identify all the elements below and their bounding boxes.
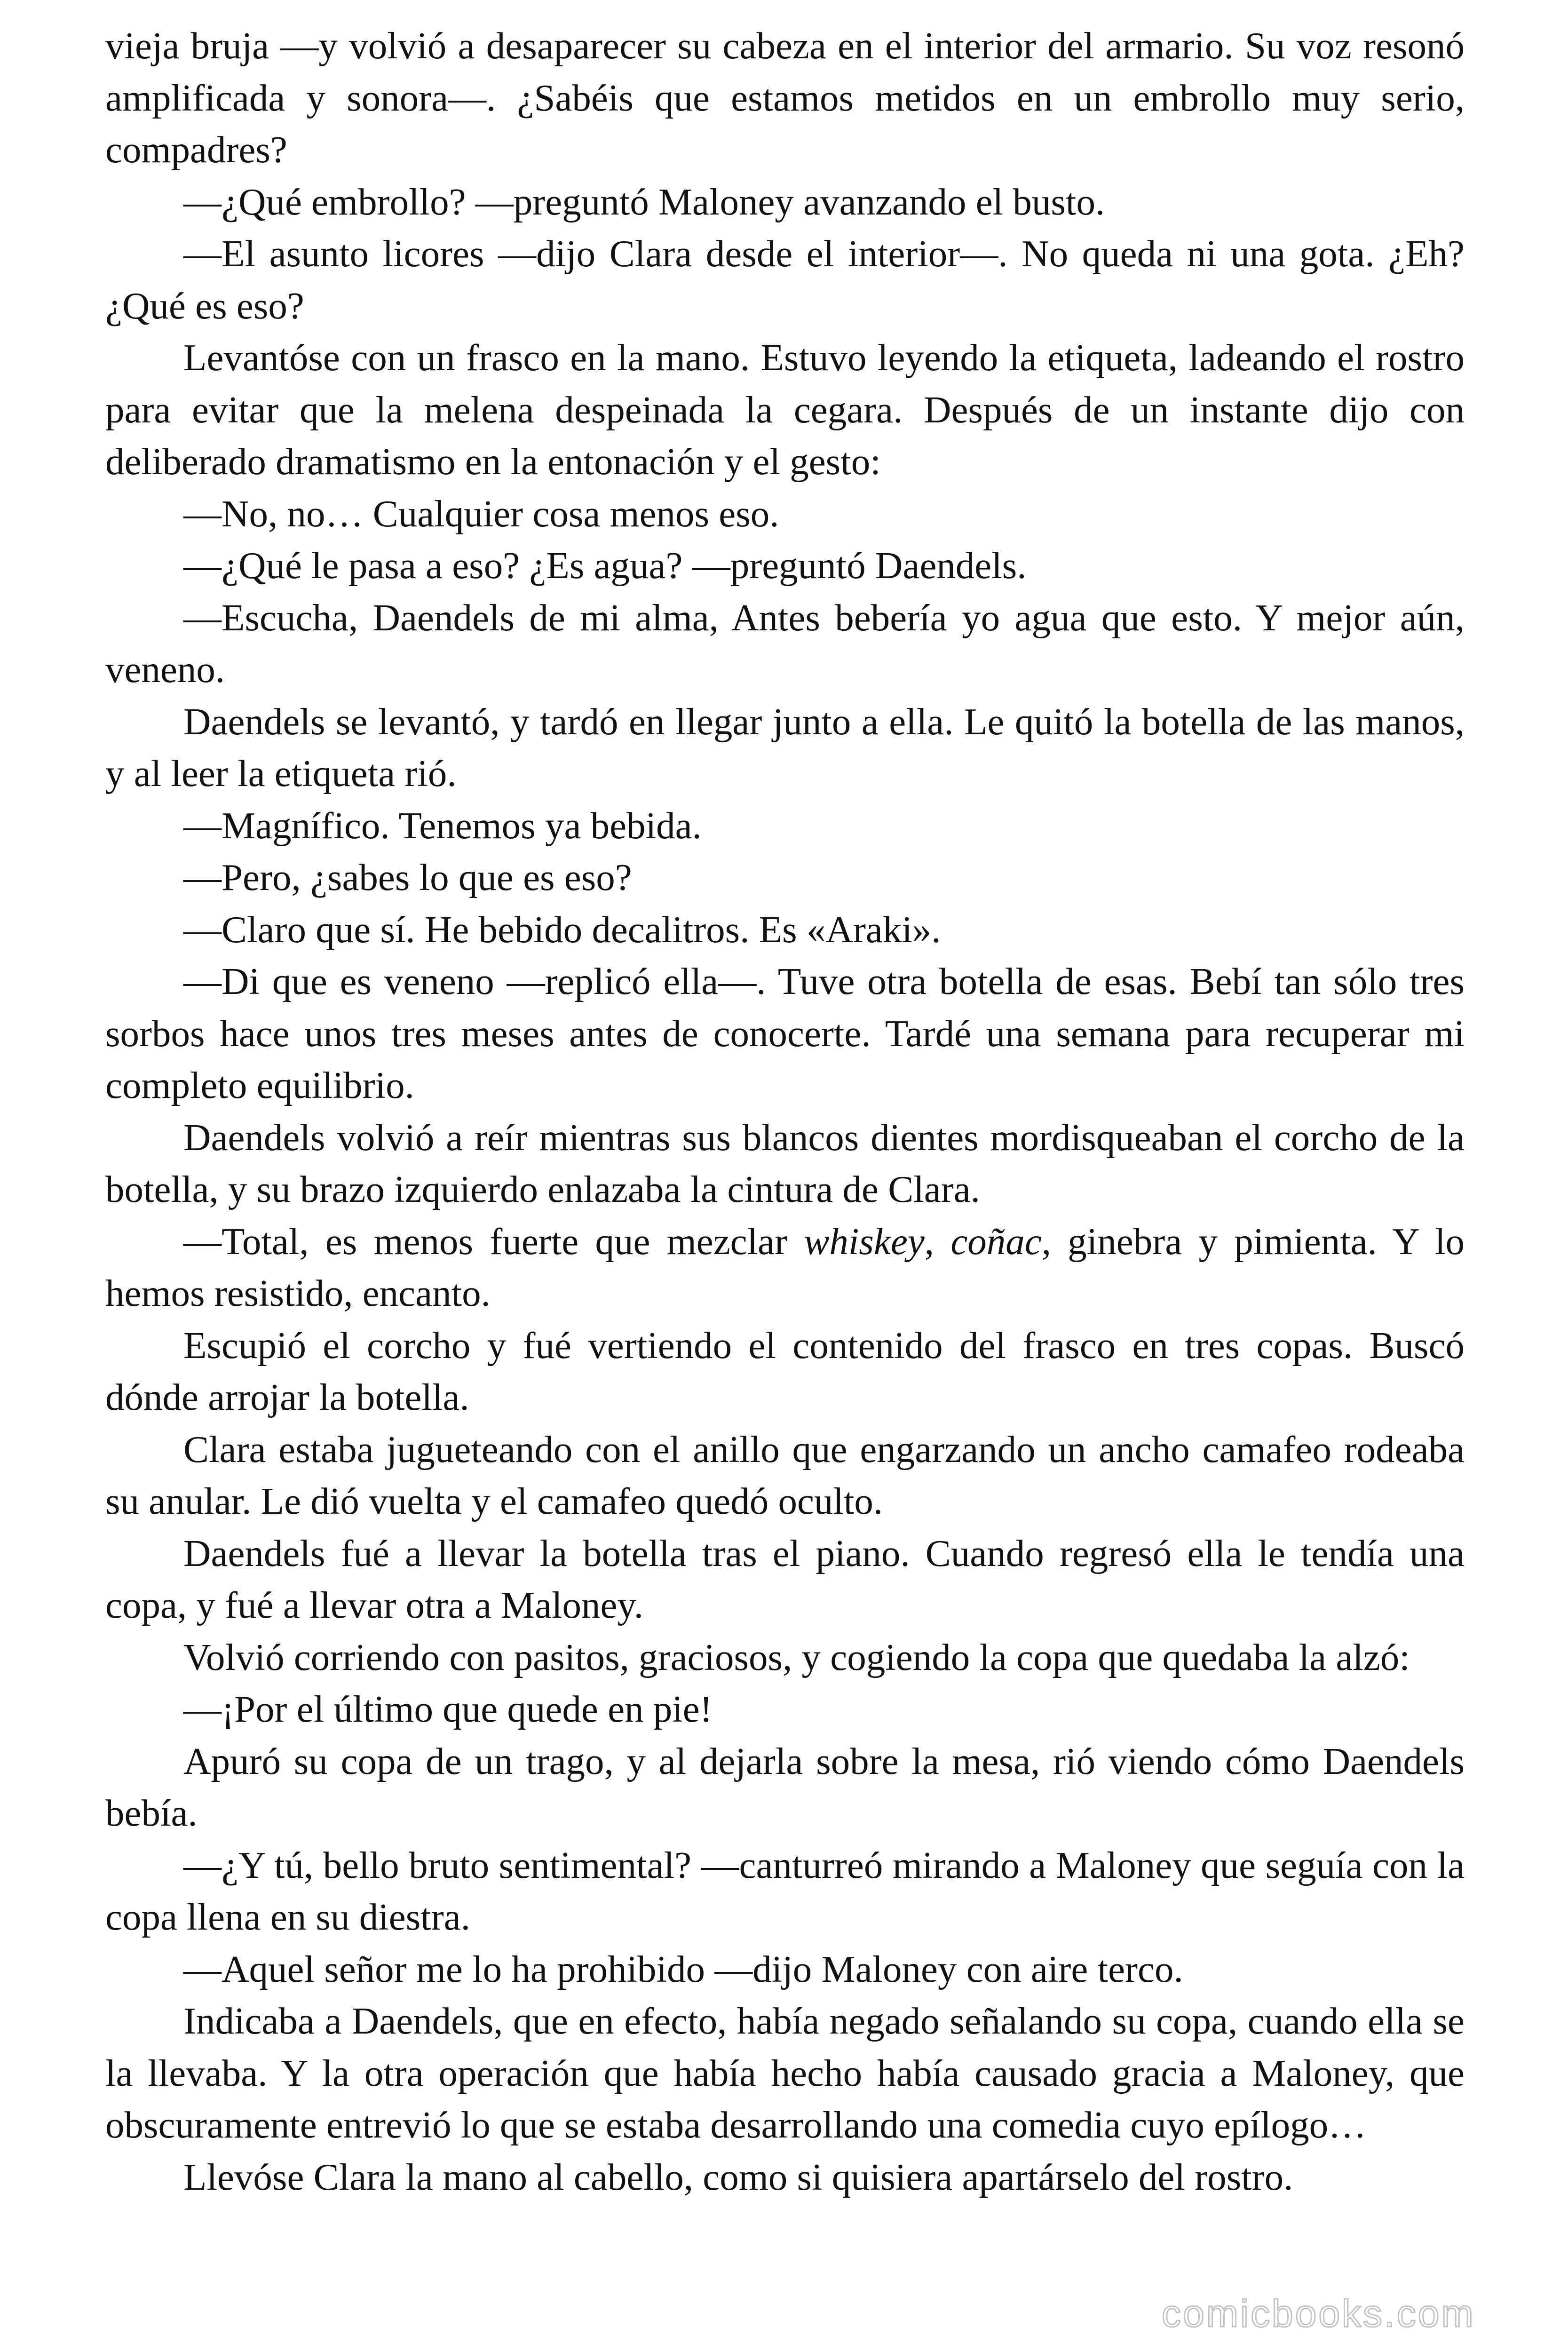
paragraph: vieja bruja —y volvió a desaparecer su cabeza en el interior del armario. Su voz resonó amplificada y sonora—. ¿Sabéis que estamos metidos en un embrollo muy serio, compadres? (105, 24, 1465, 171)
paragraph: —¡Por el último que quede en pie! (183, 1688, 713, 1730)
paragraph: Daendels fué a llevar la botella tras el piano. Cuando regresó ella le tendía una copa, y fué a llevar otra a Maloney. (105, 1532, 1465, 1626)
paragraph: Daendels se levantó, y tardó en llegar junto a ella. Le quitó la botella de las manos, y al leer la etiqueta rió. (105, 700, 1465, 795)
paragraph: —¿Y tú, bello bruto sentimental? —canturreó mirando a Maloney que seguía con la copa llena en su diestra. (105, 1843, 1465, 1938)
italic-word: whiskey (804, 1220, 925, 1263)
paragraph: —Pero, ¿sabes lo que es eso? (183, 856, 632, 898)
paragraph: Volvió corriendo con pasitos, graciosos, y cogiendo la copa que quedaba la alzó: (183, 1636, 1410, 1678)
paragraph: —Escucha, Daendels de mi alma, Antes bebería yo agua que esto. Y mejor aún, veneno. (105, 596, 1465, 691)
paragraph-with-italics (105, 1216, 1465, 1319)
paragraph: Llevóse Clara la mano al cabello, como si quisiera apartárselo del rostro. (183, 2155, 1293, 2198)
paragraph-text: —Total, es menos fuerte que mezclar (183, 1220, 804, 1263)
paragraph: —¿Qué le pasa a eso? ¿Es agua? —preguntó Daendels. (183, 544, 1027, 587)
paragraph: Levantóse con un frasco en la mano. Estuvo leyendo la etiqueta, ladeando el rostro para evitar que la melena despeinada la cegara. Después de un instante dijo con deliberado dramatismo en la entonación y el gesto: (105, 336, 1465, 483)
paragraph: —¿Qué embrollo? —preguntó Maloney avanzando el busto. (183, 180, 1105, 223)
book-page-text (105, 20, 1465, 2203)
paragraph: Clara estaba jugueteando con el anillo que engarzando un ancho camafeo rodeaba su anular. Le dió vuelta y el camafeo quedó oculto. (105, 1428, 1465, 1522)
paragraph: —Di que es veneno —replicó ella—. Tuve otra botella de esas. Bebí tan sólo tres sorbos hace unos tres meses antes de conocerte. Tardé una semana para recuperar mi completo equilibrio. (105, 960, 1465, 1106)
paragraph: —No, no… Cualquier cosa menos eso. (183, 492, 779, 535)
paragraph: Escupió el corcho y fué vertiendo el contenido del frasco en tres copas. Buscó dónde arrojar la botella. (105, 1324, 1465, 1418)
paragraph: Indicaba a Daendels, que en efecto, había negado señalando su copa, cuando ella se la llevaba. Y la otra operación que había hecho había causado gracia a Maloney, que obscuramente entrevió lo que se estaba desarrollando una comedia cuyo epílogo… (105, 2000, 1465, 2146)
watermark-logo: comicbooks.com (1162, 2292, 1475, 2335)
paragraph-text: , ginebra y pimienta. Y lo hemos resistido, encanto. (105, 1220, 1465, 1314)
paragraph: Daendels volvió a reír mientras sus blancos dientes mordisqueaban el corcho de la botella, y su brazo izquierdo enlazaba la cintura de Clara. (105, 1116, 1465, 1210)
paragraph: —Magnífico. Tenemos ya bebida. (183, 804, 702, 847)
paragraph: —Claro que sí. He bebido decalitros. Es «Araki». (183, 908, 941, 951)
paragraph: —Aquel señor me lo ha prohibido —dijo Maloney con aire terco. (183, 1947, 1183, 1990)
paragraph: —El asunto licores —dijo Clara desde el interior—. No queda ni una gota. ¿Eh? ¿Qué es eso? (105, 232, 1465, 327)
italic-word: coñac (950, 1220, 1042, 1263)
paragraph-text: , (924, 1220, 951, 1263)
paragraph: Apuró su copa de un trago, y al dejarla sobre la mesa, rió viendo cómo Daendels bebía. (105, 1740, 1465, 1834)
